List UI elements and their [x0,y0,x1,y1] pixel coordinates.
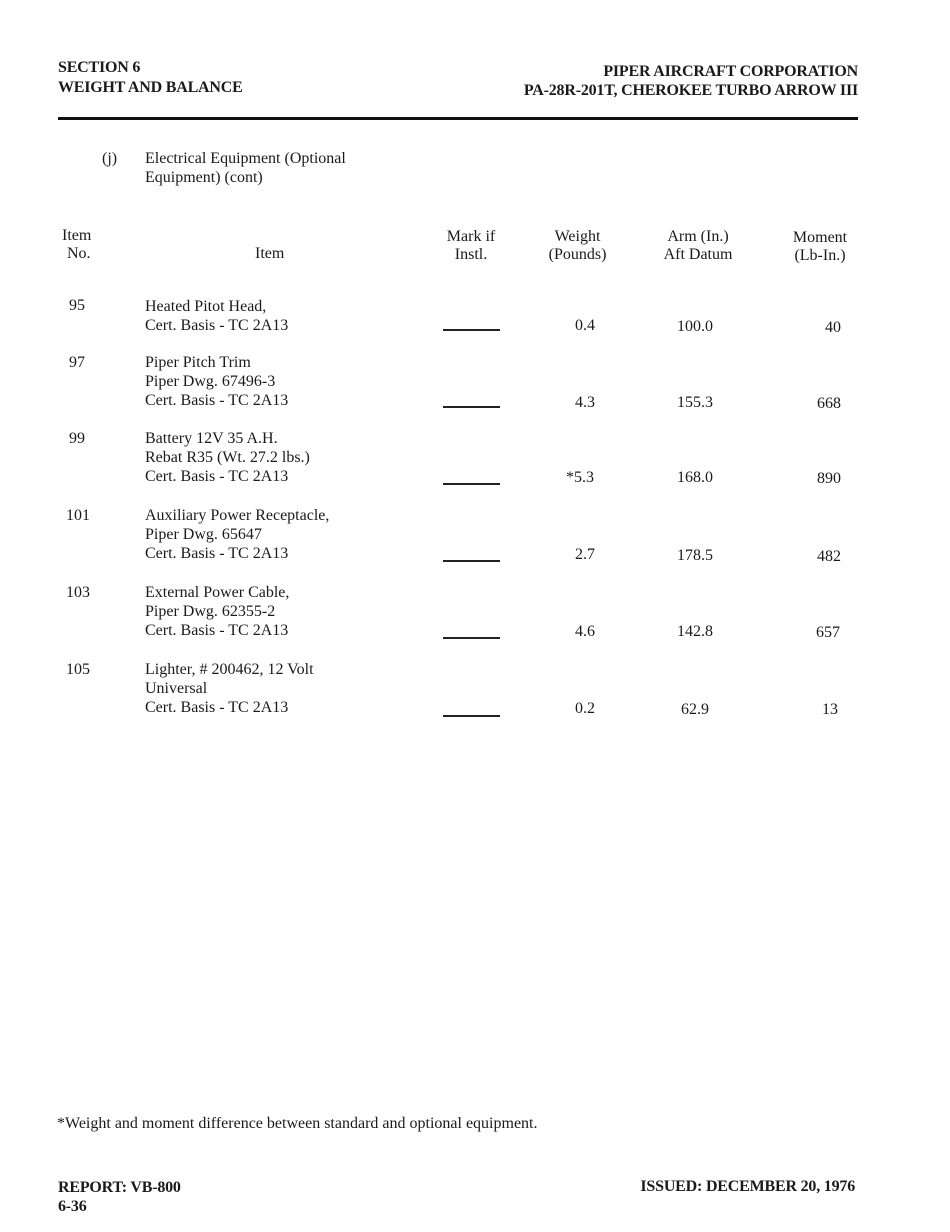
row-item-line: Cert. Basis - TC 2A13 [145,317,289,334]
install-mark-blank[interactable] [443,483,500,485]
row-item-no: 97 [69,354,85,371]
row-item-line: Cert. Basis - TC 2A13 [145,392,289,409]
subsection-title-line2: Equipment) (cont) [145,169,263,186]
header-moment-2: (Lb-In.) [794,247,846,264]
install-mark-blank[interactable] [443,560,500,562]
row-item-line: Lighter, # 200462, 12 Volt [145,661,314,678]
row-item-line: Piper Pitch Trim [145,354,251,371]
row-arm: 142.8 [677,623,713,640]
row-item-no: 95 [69,297,85,314]
row-arm: 168.0 [677,469,713,486]
row-moment: 657 [816,624,840,641]
header-arm-1: Arm (In.) [667,228,729,245]
report-number: REPORT: VB-800 [58,1179,181,1196]
header-arm-2: Aft Datum [663,246,733,263]
row-item-line: Heated Pitot Head, [145,298,267,315]
row-arm: 62.9 [681,701,709,718]
header-item-no-2: No. [67,245,91,262]
row-moment: 890 [817,470,841,487]
row-weight: *5.3 [566,469,594,486]
header-item-no-1: Item [62,227,92,244]
subsection-title-line1: Electrical Equipment (Optional [145,150,346,167]
row-item-line: Cert. Basis - TC 2A13 [145,468,289,485]
row-item-line: Cert. Basis - TC 2A13 [145,699,289,716]
install-mark-blank[interactable] [443,637,500,639]
row-weight: 2.7 [575,546,595,563]
row-item-line: Auxiliary Power Receptacle, [145,507,330,524]
row-weight: 4.6 [575,623,595,640]
row-weight: 4.3 [575,394,595,411]
install-mark-blank[interactable] [443,406,500,408]
row-moment: 668 [817,395,841,412]
install-mark-blank[interactable] [443,329,500,331]
header-mark-2: Instl. [454,246,488,263]
row-item-line: Piper Dwg. 65647 [145,526,262,543]
row-arm: 155.3 [677,394,713,411]
header-mark-1: Mark if [446,228,496,245]
row-item-line: Rebat R35 (Wt. 27.2 lbs.) [145,449,310,466]
issued-date: ISSUED: DECEMBER 20, 1976 [640,1178,855,1195]
row-item-line: Battery 12V 35 A.H. [145,430,278,447]
row-item-line: External Power Cable, [145,584,290,601]
header-rule [58,117,858,120]
row-moment: 482 [817,548,841,565]
section-title: WEIGHT AND BALANCE [58,79,243,96]
footnote: *Weight and moment difference between standard and optional equipment. [57,1115,538,1132]
row-item-line: Piper Dwg. 62355-2 [145,603,276,620]
row-item-line: Universal [145,680,208,697]
company-name: PIPER AIRCRAFT CORPORATION [603,63,858,80]
header-moment-1: Moment [792,229,848,246]
row-item-no: 101 [66,507,90,524]
row-item-line: Cert. Basis - TC 2A13 [145,545,289,562]
row-item-line: Piper Dwg. 67496-3 [145,373,276,390]
header-weight-2: (Pounds) [548,246,607,263]
header-weight-1: Weight [554,228,601,245]
row-arm: 178.5 [677,547,713,564]
row-item-no: 105 [66,661,90,678]
row-item-line: Cert. Basis - TC 2A13 [145,622,289,639]
page-number: 6-36 [58,1198,87,1215]
section-label: SECTION 6 [58,59,141,76]
aircraft-model: PA-28R-201T, CHEROKEE TURBO ARROW III [523,82,858,99]
header-item: Item [255,245,285,262]
row-item-no: 103 [66,584,90,601]
row-weight: 0.2 [575,700,595,717]
subsection-marker: (j) [102,150,118,167]
row-moment: 40 [825,319,841,336]
row-moment: 13 [822,701,838,718]
install-mark-blank[interactable] [443,715,500,717]
row-weight: 0.4 [575,317,595,334]
row-item-no: 99 [69,430,85,447]
row-arm: 100.0 [677,318,713,335]
